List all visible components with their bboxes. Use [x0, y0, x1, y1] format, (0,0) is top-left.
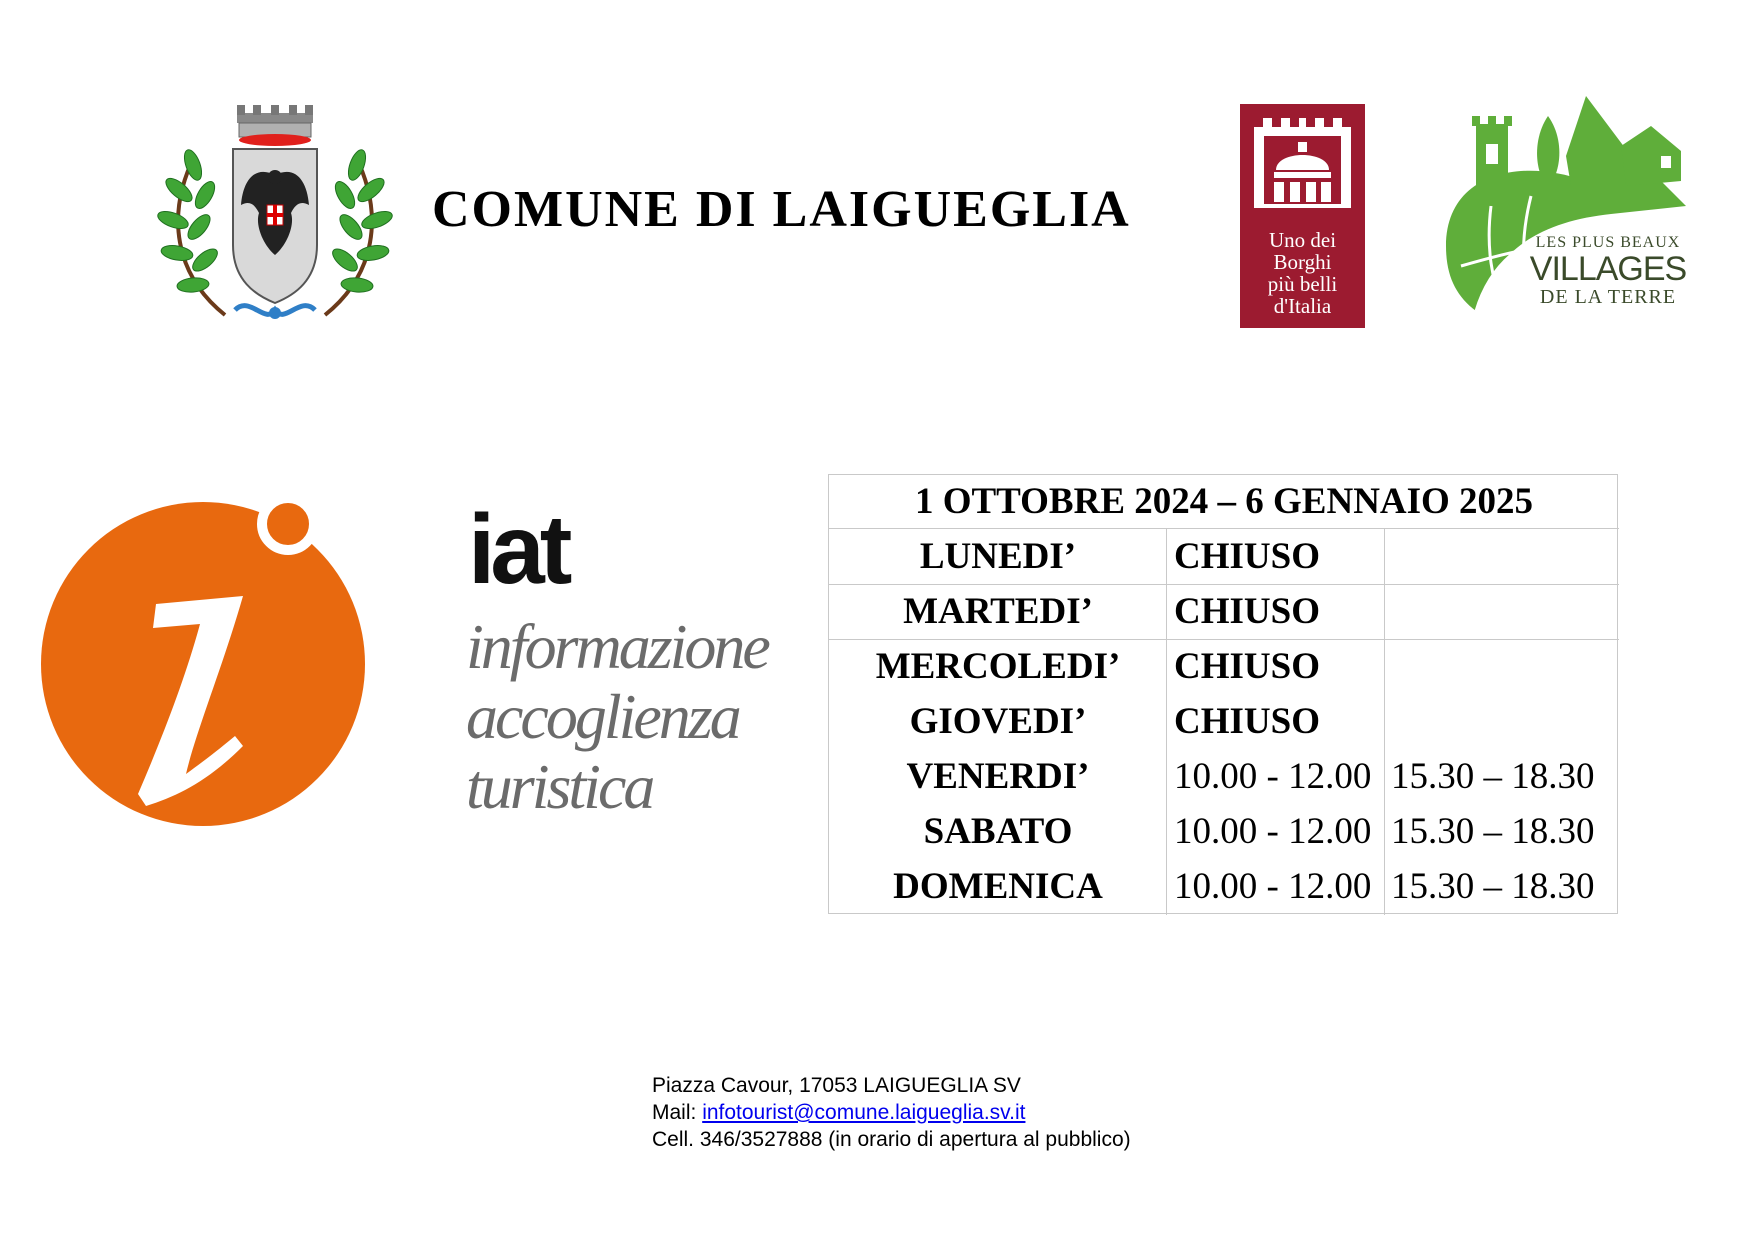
day-label: GIOVEDI’: [909, 701, 1087, 742]
morning-hours: CHIUSO: [1174, 591, 1320, 632]
tower-building-icon: [1240, 104, 1365, 222]
villages-logo-line: DE LA TERRE: [1539, 286, 1677, 308]
table-row: [829, 694, 1619, 749]
borghi-logo-line: d'Italia: [1273, 294, 1332, 318]
morning-hours: CHIUSO: [1174, 536, 1320, 577]
day-label: LUNEDI’: [919, 536, 1077, 577]
table-row: [829, 804, 1619, 859]
info-i-logo: [38, 496, 373, 826]
day-label: MARTEDI’: [903, 591, 1093, 632]
morning-hours: 10.00 - 12.00: [1174, 811, 1372, 852]
borghi-logo-line: più belli: [1267, 272, 1338, 296]
day-label: VENERDI’: [906, 756, 1090, 797]
morning-hours: 10.00 - 12.00: [1174, 866, 1372, 907]
day-label: DOMENICA: [893, 866, 1103, 907]
table-row: [829, 749, 1619, 804]
phone-text: Cell. 346/3527888 (in orario di apertura al pubblico): [652, 1128, 1131, 1151]
afternoon-hours: 15.30 – 18.30: [1391, 811, 1595, 852]
morning-hours: CHIUSO: [1174, 701, 1320, 742]
morning-hours: CHIUSO: [1174, 646, 1320, 687]
mail-line: [652, 1099, 1131, 1126]
day-label: SABATO: [923, 811, 1073, 852]
table-row: [829, 639, 1619, 694]
day-label: MERCOLEDI’: [875, 646, 1121, 687]
iat-tagline-line: accoglienza: [466, 681, 739, 752]
table-row: [829, 529, 1619, 584]
page-title: COMUNE DI LAIGUEGLIA: [432, 181, 1131, 238]
villages-logo-line: LES PLUS BEAUX: [1535, 234, 1681, 251]
afternoon-hours: 15.30 – 18.30: [1391, 756, 1595, 797]
iat-wordmark: iat: [468, 494, 568, 604]
plus-beaux-villages-logo: [1436, 96, 1694, 322]
mail-label: Mail:: [652, 1101, 703, 1124]
opening-hours-table: [828, 474, 1618, 914]
morning-hours: 10.00 - 12.00: [1174, 756, 1372, 797]
iat-tagline-line: informazione: [466, 611, 768, 682]
afternoon-hours: 15.30 – 18.30: [1391, 866, 1595, 907]
contact-info: [652, 1072, 1131, 1153]
table-row: [829, 584, 1619, 639]
iat-tagline-line: turistica: [466, 751, 653, 822]
coat-of-arms-logo: [155, 105, 395, 330]
table-row: [829, 859, 1619, 914]
borghi-piu-belli-logo: [1240, 104, 1365, 328]
period-header: 1 OTTOBRE 2024 – 6 GENNAIO 2025: [829, 475, 1619, 529]
villages-logo-line: VILLAGES: [1529, 250, 1687, 288]
address-text: Piazza Cavour, 17053 LAIGUEGLIA SV: [652, 1074, 1021, 1097]
borghi-logo-line: Uno dei: [1268, 228, 1337, 252]
email-link[interactable]: infotourist@comune.laigueglia.sv.it: [702, 1101, 1026, 1124]
borghi-logo-line: Borghi: [1273, 250, 1332, 274]
